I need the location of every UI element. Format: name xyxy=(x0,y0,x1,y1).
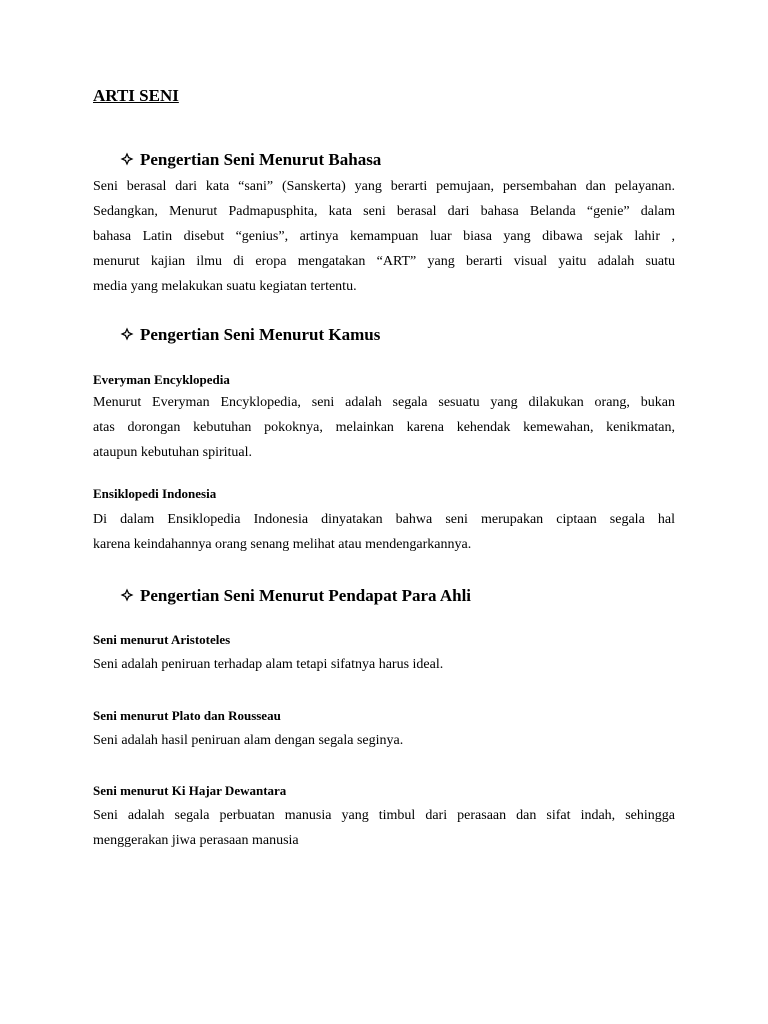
paragraph-line: Di dalam Ensiklopedia Indonesia dinyatakan bahwa seni merupakan ciptaan segala hal xyxy=(93,512,675,527)
document-title: ARTI SENI xyxy=(93,86,179,105)
subheading-aristoteles: Seni menurut Aristoteles xyxy=(93,632,231,647)
paragraph-everyman xyxy=(93,390,675,465)
diamond-bullet-icon xyxy=(120,327,134,341)
paragraph-line: karena keindahannya orang senang melihat atau mendengarkannya. xyxy=(93,537,472,552)
subheading-ki-hajar-dewantara: Seni menurut Ki Hajar Dewantara xyxy=(93,783,287,798)
paragraph-line: menurut kajian ilmu di eropa mengatakan “ART” yang berarti visual yaitu adalah suatu xyxy=(93,254,675,269)
paragraph-line: Seni adalah peniruan terhadap alam tetapi sifatnya harus ideal. xyxy=(93,657,444,672)
section-heading-text: Pengertian Seni Menurut Kamus xyxy=(140,325,381,344)
subheading-ensiklopedi: Ensiklopedi Indonesia xyxy=(93,486,217,501)
paragraph-ki-hajar-dewantara xyxy=(93,803,675,853)
subheading-plato-rousseau: Seni menurut Plato dan Rousseau xyxy=(93,708,281,723)
paragraph-line: Seni adalah segala perbuatan manusia yang timbul dari perasaan dan sifat indah, sehingga xyxy=(93,808,675,823)
section-heading-ahli xyxy=(120,585,471,607)
diamond-bullet-icon xyxy=(120,588,134,602)
paragraph-plato-rousseau xyxy=(93,728,675,753)
paragraph-line: Seni adalah hasil peniruan alam dengan segala seginya. xyxy=(93,733,404,748)
diamond-bullet-icon xyxy=(120,152,134,166)
paragraph-line: Sedangkan, Menurut Padmapusphita, kata seni berasal dari bahasa Belanda “genie” dalam xyxy=(93,204,675,219)
paragraph-line: bahasa Latin disebut “genius”, artinya kemampuan luar biasa yang dibawa sejak lahir , xyxy=(93,229,675,244)
section-heading-text: Pengertian Seni Menurut Pendapat Para Ahli xyxy=(140,586,472,605)
paragraph-aristoteles xyxy=(93,652,675,677)
subheading-everyman: Everyman Encyklopedia xyxy=(93,372,230,387)
section-heading-kamus xyxy=(120,324,380,346)
paragraph-line: menggerakan jiwa perasaan manusia xyxy=(93,833,299,848)
paragraph-line: Seni berasal dari kata “sani” (Sanskerta) yang berarti pemujaan, persembahan dan pelayanan. xyxy=(93,179,675,194)
paragraph-ensiklopedi xyxy=(93,507,675,557)
paragraph-line: atas dorongan kebutuhan pokoknya, melainkan karena kehendak kemewahan, kenikmatan, xyxy=(93,420,675,435)
section-heading-bahasa xyxy=(120,149,381,171)
paragraph-bahasa xyxy=(93,174,675,299)
section-heading-text: Pengertian Seni Menurut Bahasa xyxy=(140,150,382,169)
paragraph-line: ataupun kebutuhan spiritual. xyxy=(93,445,253,460)
paragraph-line: Menurut Everyman Encyklopedia, seni adalah segala sesuatu yang dilakukan orang, bukan xyxy=(93,395,675,410)
paragraph-line: media yang melakukan suatu kegiatan tertentu. xyxy=(93,279,357,294)
